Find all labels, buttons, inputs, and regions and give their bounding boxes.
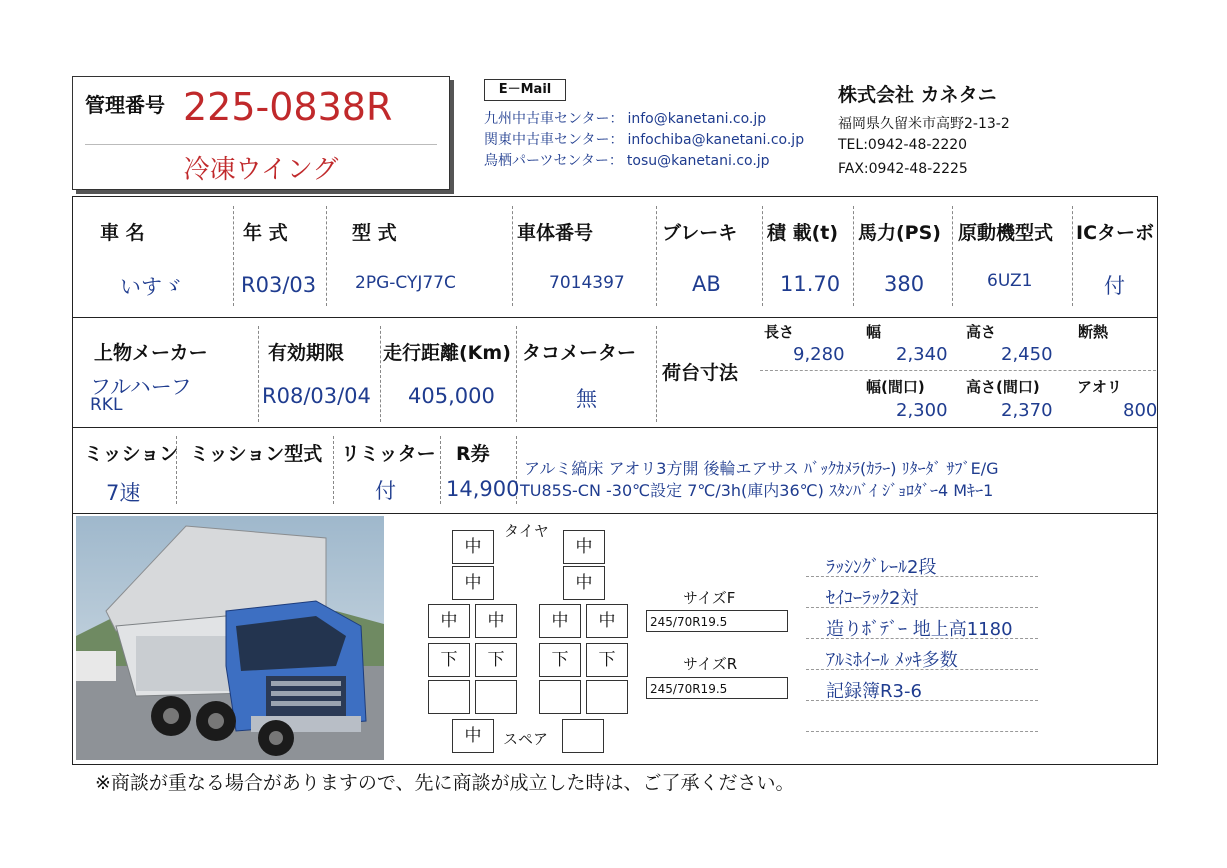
row-divider-1 [72, 317, 1158, 318]
header-model: 型 式 [352, 222, 397, 244]
size-r-value: 245/70R19.5 [646, 677, 788, 699]
option-item: 記録簿R3-6 [826, 681, 922, 702]
header-tachometer: タコメーター [522, 342, 637, 364]
tire-rear-right-inner-1: 中 [539, 604, 581, 638]
header-load: 積 載(t) [767, 222, 839, 244]
tire-spare-2 [562, 719, 604, 753]
dim-height: 2,450 [1001, 344, 1053, 365]
value-body-maker: フルハーフ [90, 375, 192, 399]
value-expiry: R08/03/04 [262, 384, 371, 408]
notice-text: ※商談が重なる場合がありますので、先に商談が成立した時は、ご了承ください。 [95, 772, 795, 794]
col-sep [762, 206, 763, 306]
header-horsepower: 馬力(PS) [858, 222, 941, 244]
value-mileage: 405,000 [408, 384, 495, 408]
truck-photo [76, 516, 384, 760]
col-sep [952, 206, 953, 306]
size-f-label: サイズF [683, 589, 736, 607]
value-body-model: RKL [90, 395, 123, 415]
tire-front-right-1: 中 [563, 530, 605, 564]
option-underline [806, 607, 1038, 608]
body-type: 冷凍ウイング [183, 155, 339, 185]
dim-gate: 800 [1123, 400, 1158, 421]
value-horsepower: 380 [884, 272, 925, 296]
truck-illustration [76, 516, 384, 760]
email-address[interactable]: info@kanetani.co.jp [627, 111, 767, 127]
header-cargo-dims: 荷台寸法 [662, 362, 739, 384]
email-kanto [484, 129, 804, 149]
dim-insulation-label: 断熱 [1078, 323, 1109, 341]
col-sep [853, 206, 854, 306]
option-underline [806, 638, 1038, 639]
tire-front-left-2: 中 [452, 566, 494, 600]
dim-gate-label: アオリ [1077, 378, 1122, 396]
dim-underline [760, 370, 1156, 371]
dim-inner-width-label: 幅(間口) [866, 378, 925, 396]
value-brake: AB [692, 272, 721, 296]
management-number: 225-0838R [183, 85, 393, 129]
company-tel: TEL:0942-48-2220 [838, 137, 968, 153]
value-tachometer: 無 [576, 387, 597, 411]
tire-title: タイヤ [504, 522, 549, 540]
header-limiter: リミッター [341, 443, 436, 465]
header-transmission: ミッション [84, 443, 179, 465]
tire-spare-1: 中 [452, 719, 494, 753]
value-model: 2PG-CYJ77C [355, 273, 456, 293]
header-chassis: 車体番号 [517, 222, 594, 244]
company-name: 株式会社 カネタニ [838, 84, 997, 106]
management-box [72, 76, 450, 190]
option-underline [806, 576, 1038, 577]
tire-rear-left-outer-2: 下 [428, 643, 470, 677]
dim-length-label: 長さ [764, 323, 795, 341]
dim-length: 9,280 [793, 344, 845, 365]
value-year: R03/03 [241, 273, 317, 297]
col-sep [656, 326, 657, 422]
tire-rear-right-outer-3 [586, 680, 628, 714]
value-load: 11.70 [780, 272, 841, 296]
col-sep [333, 436, 334, 504]
dim-inner-width: 2,300 [896, 400, 948, 421]
email-center: 九州中古車センター： [484, 111, 624, 127]
spare-label: スペア [503, 730, 549, 748]
header-body-maker: 上物メーカー [94, 342, 208, 364]
value-chassis: 7014397 [549, 273, 625, 293]
email-kyushu [484, 108, 766, 128]
company-address: 福岡県久留米市高野2-13-2 [838, 116, 1010, 132]
email-center: 鳥栖パーツセンター： [484, 153, 623, 169]
header-expiry: 有効期限 [268, 342, 345, 364]
col-sep [440, 436, 441, 504]
col-sep [512, 206, 513, 306]
value-r-ticket: 14,900 [446, 477, 520, 501]
value-car-name: いすゞ [120, 275, 183, 299]
value-limiter: 付 [375, 479, 396, 503]
option-item: ｾｲｺｰﾗｯｸ2対 [826, 588, 919, 609]
header-r-ticket: R券 [456, 443, 490, 465]
tire-rear-left-outer-1: 中 [428, 604, 470, 638]
tire-rear-left-inner-2: 下 [475, 643, 517, 677]
option-underline [806, 700, 1038, 701]
dim-inner-height: 2,370 [1001, 400, 1053, 421]
header-year: 年 式 [243, 222, 288, 244]
row-divider-2 [72, 427, 1158, 428]
company-fax: FAX:0942-48-2225 [838, 161, 968, 177]
dim-inner-height-label: 高さ(間口) [966, 378, 1040, 396]
col-sep [380, 326, 381, 422]
header-brake: ブレーキ [662, 222, 738, 244]
equipment-line-1: アルミ縞床 アオリ3方開 後輪エアサス ﾊﾞｯｸｶﾒﾗ(ｶﾗｰ) ﾘﾀｰﾀﾞ ｻﾌﾞE/G [524, 459, 999, 478]
management-divider [85, 144, 437, 145]
tire-front-left-1: 中 [452, 530, 494, 564]
dim-width: 2,340 [896, 344, 948, 365]
email-tosu [484, 150, 770, 170]
col-sep [326, 206, 327, 306]
tire-rear-left-inner-1: 中 [475, 604, 517, 638]
col-sep [258, 326, 259, 422]
col-sep [1072, 206, 1073, 306]
tire-rear-right-outer-2: 下 [586, 643, 628, 677]
email-address[interactable]: tosu@kanetani.co.jp [626, 153, 770, 169]
option-underline [806, 669, 1038, 670]
tire-rear-right-inner-2: 下 [539, 643, 581, 677]
equipment-line-2: TU85S-CN -30℃設定 7℃/3h(庫内36℃) ｽﾀﾝﾊﾞｲ ｼﾞｮﾛﾀﾞｰ4 Mｷｰ1 [520, 481, 994, 500]
option-item: 造りﾎﾞﾃﾞｰ 地上高1180 [826, 619, 1013, 640]
management-label: 管理番号 [85, 93, 165, 117]
header-transmission-model: ミッション型式 [190, 443, 323, 465]
option-item: ﾗｯｼﾝｸﾞﾚｰﾙ2段 [826, 557, 937, 578]
tire-front-right-2: 中 [563, 566, 605, 600]
value-turbo: 付 [1104, 274, 1125, 298]
email-address[interactable]: infochiba@kanetani.co.jp [627, 132, 805, 148]
tire-rear-right-inner-3 [539, 680, 581, 714]
value-transmission: 7速 [106, 481, 141, 505]
col-sep [516, 326, 517, 422]
option-underline [806, 731, 1038, 732]
col-sep [233, 206, 234, 306]
dim-height-label: 高さ [966, 323, 997, 341]
size-r-label: サイズR [683, 655, 738, 673]
tire-rear-right-outer-1: 中 [586, 604, 628, 638]
dim-width-label: 幅 [866, 323, 882, 341]
email-center: 関東中古車センター： [484, 132, 624, 148]
tire-rear-left-outer-3 [428, 680, 470, 714]
col-sep [656, 206, 657, 306]
value-engine: 6UZ1 [987, 271, 1033, 291]
header-engine: 原動機型式 [958, 222, 1054, 244]
email-label: E－Mail [484, 79, 566, 101]
header-turbo: ICターボ [1076, 222, 1155, 244]
tire-rear-left-inner-3 [475, 680, 517, 714]
header-car-name: 車 名 [100, 222, 145, 244]
header-mileage: 走行距離(Km) [383, 342, 511, 364]
option-item: ｱﾙﾐﾎｲｰﾙ ﾒｯｷ多数 [826, 650, 958, 671]
size-f-value: 245/70R19.5 [646, 610, 788, 632]
